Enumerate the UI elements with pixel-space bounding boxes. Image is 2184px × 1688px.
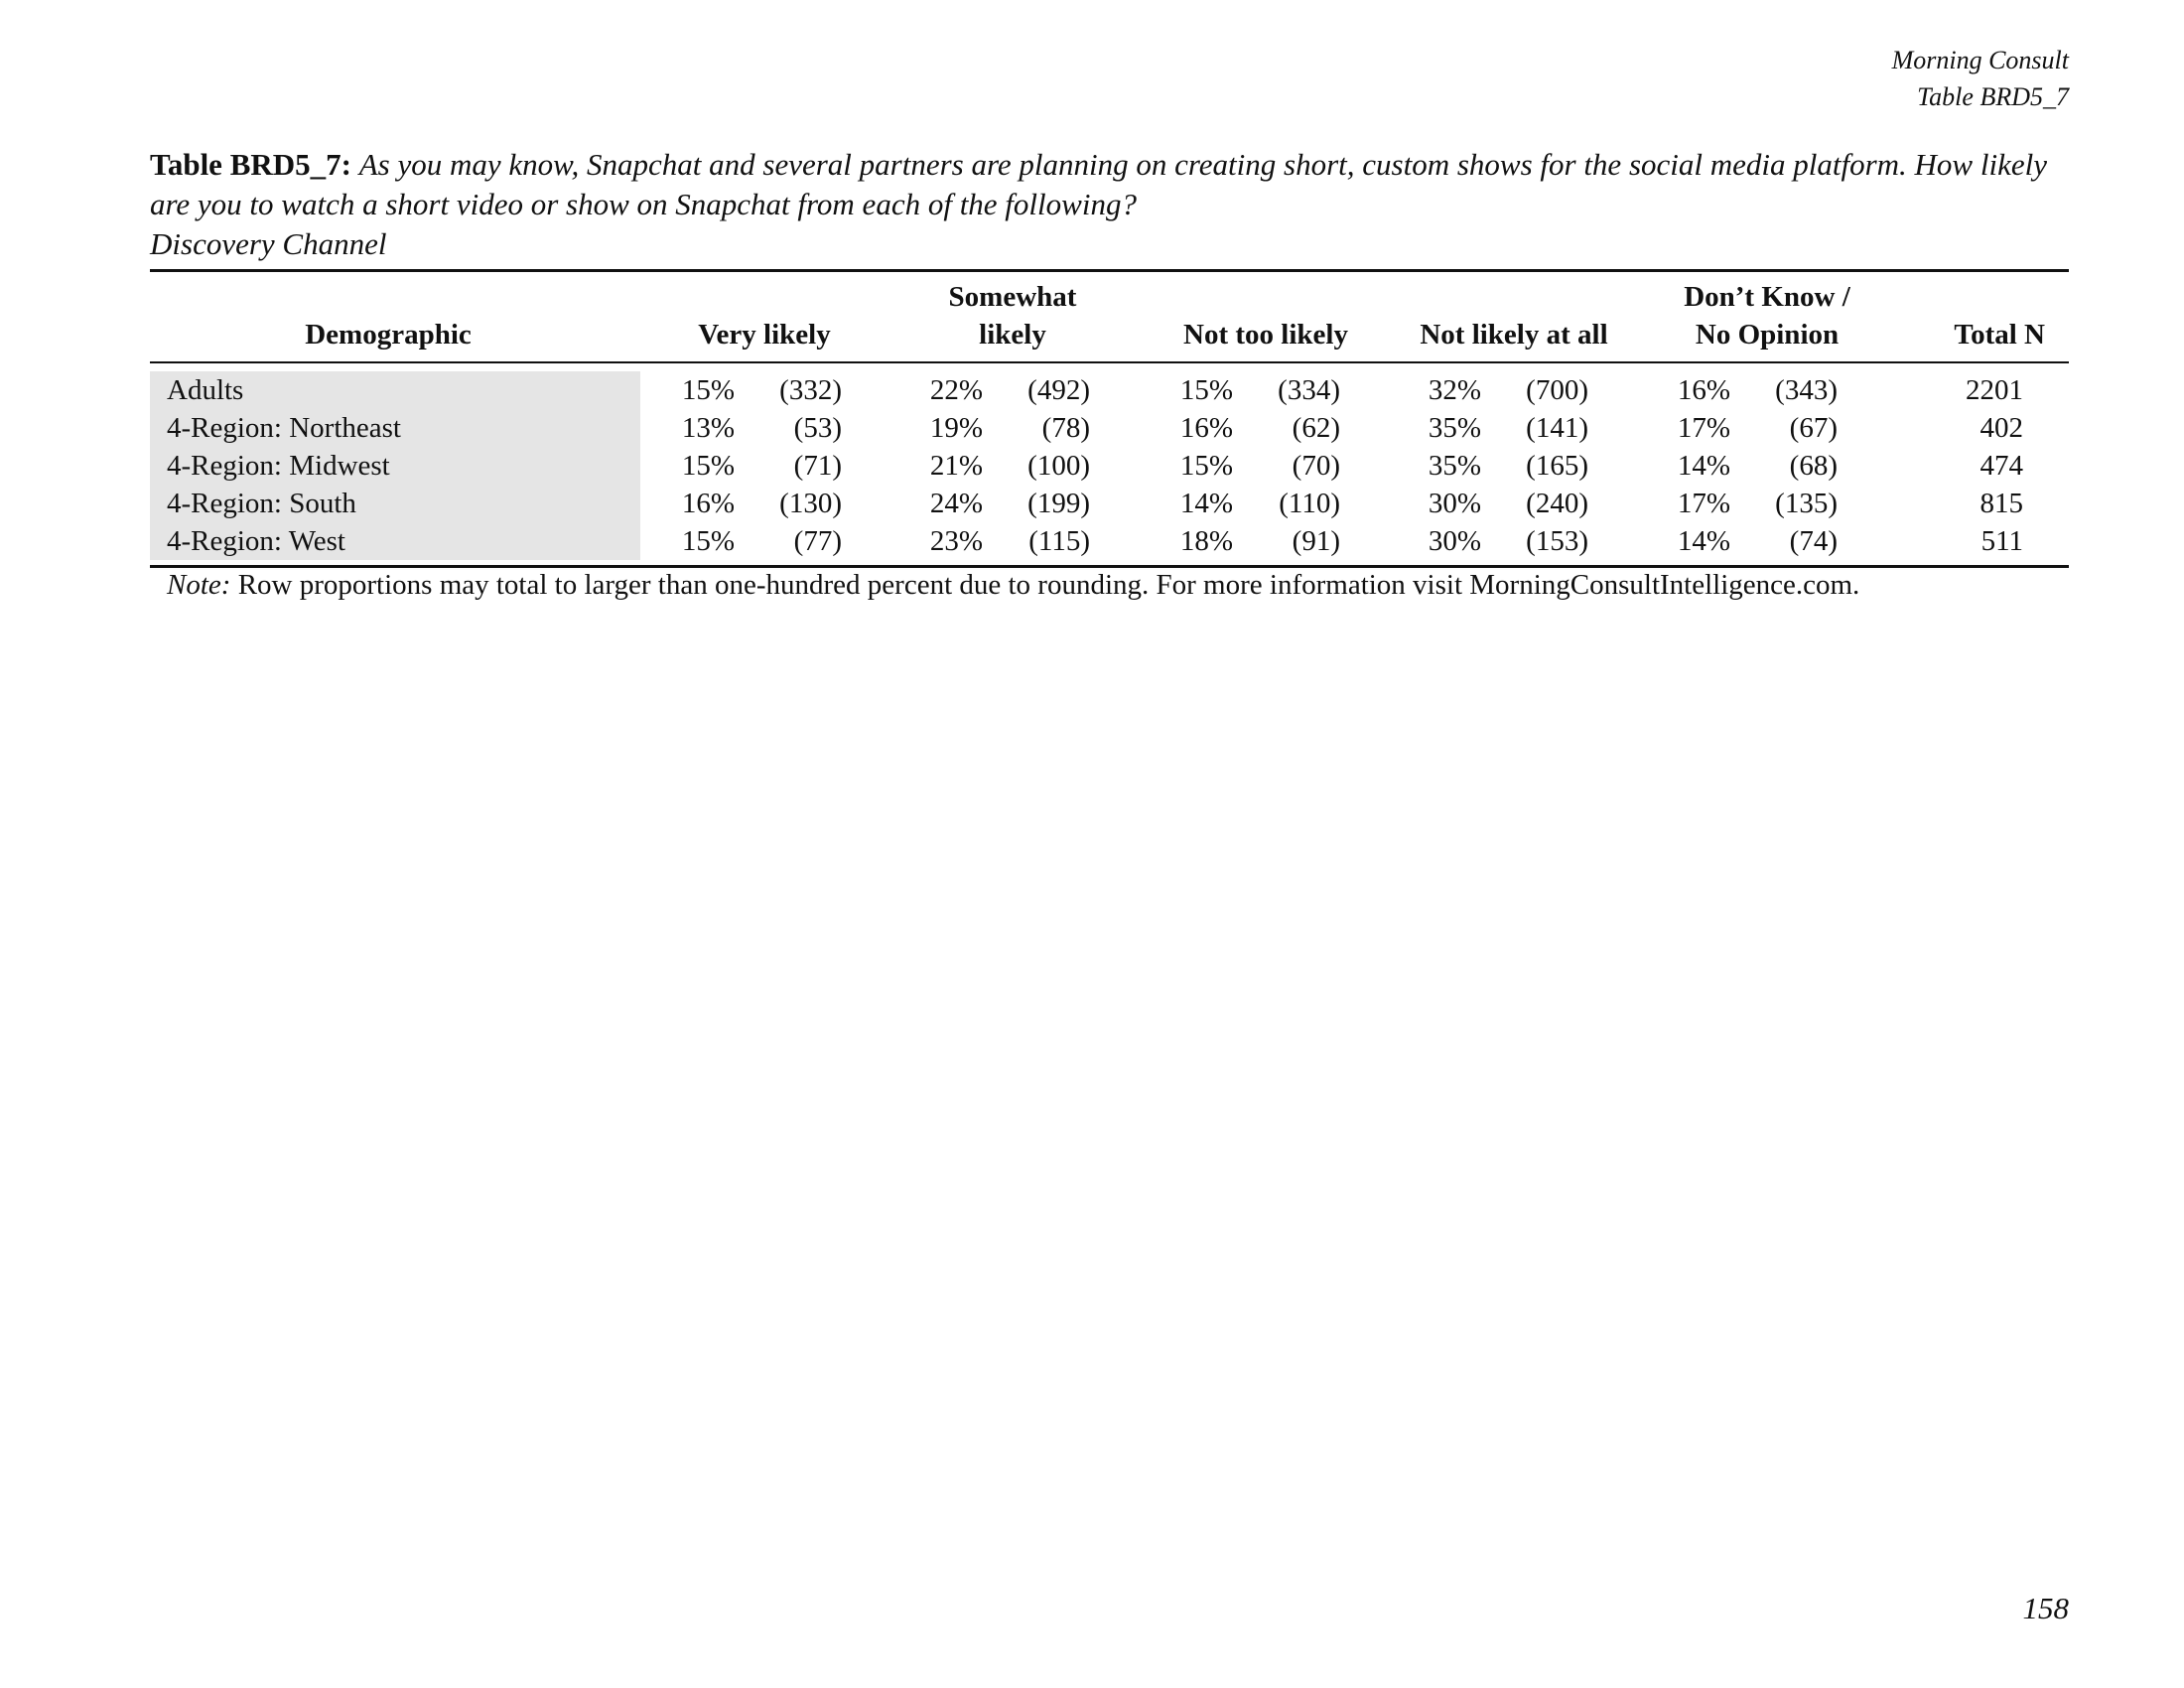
table-row	[0, 371, 2184, 409]
not-too-likely-pct-cell: 15%	[1179, 450, 1233, 482]
not-too-likely-pct-cell: 15%	[1179, 374, 1233, 406]
col-header-dont-know: Don’t Know / No Opinion	[1684, 281, 1850, 351]
dont-know-n-cell: (67)	[1789, 412, 1838, 444]
publisher-name: Morning Consult	[1891, 46, 2069, 74]
row-label: 4-Region: Northeast	[167, 412, 401, 444]
total-n-cell: 2201	[1966, 374, 2023, 406]
not-too-likely-pct-cell: 14%	[1179, 488, 1233, 519]
table-title-label: Table BRD5_7:	[150, 147, 351, 182]
dont-know-pct-cell: 14%	[1677, 525, 1730, 557]
somewhat-likely-pct-cell: 21%	[929, 450, 983, 482]
somewhat-likely-pct-cell: 24%	[929, 488, 983, 519]
row-label: 4-Region: West	[167, 525, 345, 557]
row-label: Adults	[167, 374, 244, 406]
page-number: 158	[2022, 1591, 2069, 1625]
somewhat-likely-n-cell: (100)	[1027, 450, 1090, 482]
very-likely-pct-cell: 13%	[681, 412, 735, 444]
table-row	[0, 485, 2184, 522]
total-n-cell: 511	[1980, 525, 2023, 557]
table-row	[0, 409, 2184, 447]
somewhat-likely-pct-cell: 22%	[929, 374, 983, 406]
somewhat-likely-pct-cell: 19%	[929, 412, 983, 444]
not-likely-at-all-n-cell: (240)	[1526, 488, 1588, 519]
somewhat-likely-pct-cell: 23%	[929, 525, 983, 557]
col-header-somewhat-likely: Somewhat likely	[948, 281, 1077, 351]
not-too-likely-n-cell: (91)	[1292, 525, 1340, 557]
total-n-cell: 474	[1979, 450, 2023, 482]
very-likely-pct-cell: 15%	[681, 450, 735, 482]
dont-know-pct-cell: 16%	[1677, 374, 1730, 406]
top-rule	[150, 269, 2069, 272]
not-likely-at-all-pct-cell: 35%	[1428, 412, 1481, 444]
note-label: Note:	[167, 569, 231, 601]
not-likely-at-all-pct-cell: 30%	[1428, 525, 1481, 557]
very-likely-n-cell: (77)	[793, 525, 842, 557]
not-too-likely-n-cell: (334)	[1278, 374, 1340, 406]
not-too-likely-pct-cell: 16%	[1179, 412, 1233, 444]
somewhat-likely-n-cell: (199)	[1027, 488, 1090, 519]
not-likely-at-all-n-cell: (165)	[1526, 450, 1588, 482]
very-likely-n-cell: (71)	[793, 450, 842, 482]
running-header	[1892, 42, 2069, 115]
dont-know-pct-cell: 17%	[1677, 412, 1730, 444]
total-n-cell: 815	[1979, 488, 2023, 519]
very-likely-n-cell: (332)	[779, 374, 842, 406]
dont-know-pct-cell: 14%	[1677, 450, 1730, 482]
not-too-likely-pct-cell: 18%	[1179, 525, 1233, 557]
not-too-likely-n-cell: (70)	[1292, 450, 1340, 482]
col-header-not-likely-at-all: Not likely at all	[1420, 319, 1608, 351]
not-likely-at-all-pct-cell: 35%	[1428, 450, 1481, 482]
table-id: Table BRD5_7	[1917, 82, 2069, 111]
table-subtitle: Discovery Channel	[150, 226, 387, 261]
table-row	[0, 447, 2184, 485]
somewhat-likely-n-cell: (115)	[1028, 525, 1090, 557]
somewhat-likely-n-cell: (492)	[1027, 374, 1090, 406]
col-header-not-too-likely: Not too likely	[1183, 319, 1348, 351]
somewhat-likely-n-cell: (78)	[1041, 412, 1090, 444]
col-header-demographic: Demographic	[305, 319, 472, 351]
col-header-total-n: Total N	[1954, 319, 2045, 351]
dont-know-pct-cell: 17%	[1677, 488, 1730, 519]
row-label: 4-Region: Midwest	[167, 450, 390, 482]
table-title	[150, 145, 2069, 264]
table-row	[0, 522, 2184, 560]
total-n-cell: 402	[1979, 412, 2023, 444]
very-likely-n-cell: (130)	[779, 488, 842, 519]
note-text: Row proportions may total to larger than one-hundred percent due to rounding. For more information visit MorningConsultIntelligence.com.	[230, 569, 1860, 601]
very-likely-pct-cell: 15%	[681, 525, 735, 557]
not-likely-at-all-n-cell: (141)	[1526, 412, 1588, 444]
not-likely-at-all-n-cell: (153)	[1526, 525, 1588, 557]
very-likely-pct-cell: 15%	[681, 374, 735, 406]
not-likely-at-all-n-cell: (700)	[1526, 374, 1588, 406]
not-likely-at-all-pct-cell: 32%	[1428, 374, 1481, 406]
not-too-likely-n-cell: (62)	[1292, 412, 1340, 444]
dont-know-n-cell: (74)	[1789, 525, 1838, 557]
table-question: As you may know, Snapchat and several partners are planning on creating short, custom shows for the social media platform. How likely are you to watch a short video or show on Snapchat from each of the following?	[150, 147, 2047, 221]
dont-know-n-cell: (343)	[1775, 374, 1838, 406]
not-likely-at-all-pct-cell: 30%	[1428, 488, 1481, 519]
dont-know-n-cell: (68)	[1789, 450, 1838, 482]
row-label: 4-Region: South	[167, 488, 356, 519]
dont-know-n-cell: (135)	[1775, 488, 1838, 519]
not-too-likely-n-cell: (110)	[1279, 488, 1340, 519]
very-likely-pct-cell: 16%	[681, 488, 735, 519]
col-header-very-likely: Very likely	[698, 319, 831, 351]
header-rule	[150, 361, 2069, 363]
very-likely-n-cell: (53)	[793, 412, 842, 444]
table-note	[167, 566, 1859, 604]
